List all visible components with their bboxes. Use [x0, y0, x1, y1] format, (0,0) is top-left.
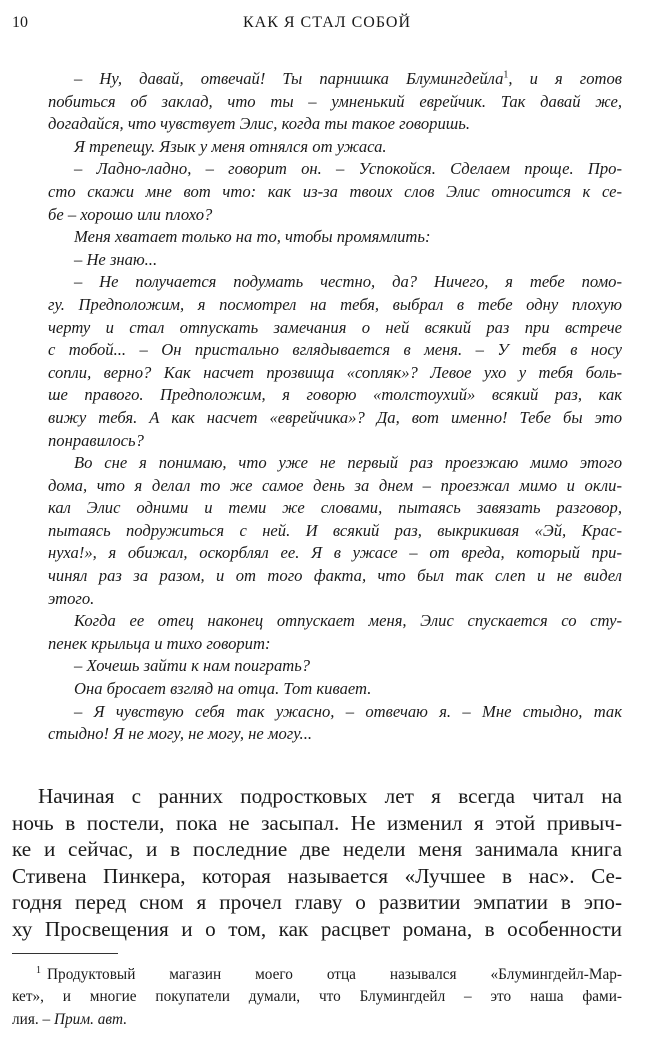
page-header: [12, 14, 642, 36]
dialogue-line: сто скажи мне вот что: как из-за твоих слов Элис относится к се-: [48, 181, 622, 201]
dialogue-line: – Я чувствую себя так ужасно, – отвечаю я. – Мне стыдно, так: [74, 701, 622, 721]
dialogue-line: ше правого. Предположим, я говорю «толстоухий» всякий раз, как: [48, 385, 622, 405]
page-number: 10: [12, 14, 28, 31]
dialogue-line: догадайся, что чувствует Элис, когда ты такое говоришь.: [48, 114, 470, 134]
footnote-line: лия. – Прим. авт.: [12, 1010, 128, 1028]
footnote: [12, 964, 622, 1031]
footnote-mark: 1: [36, 964, 41, 976]
dialogue-line: вижу тебя. А как насчет «еврейчика»? Да, вот именно! Тебе бы это: [48, 407, 622, 427]
body-line: ху Просвещения и о том, как расцвет романа, в особенности: [12, 916, 622, 941]
footnote-line: кет», и многие покупатели думали, что Блумингдейл – это наша фами-: [12, 988, 622, 1006]
running-head: КАК Я СТАЛ СОБОЙ: [242, 14, 412, 31]
dialogue-line: пытаясь подружиться с ней. И всякий раз, выкрикивая «Эй, Крас-: [48, 520, 622, 540]
dialogue-line: пенек крыльца и тихо говорит:: [48, 633, 271, 653]
dream-dialogue: [48, 68, 622, 746]
dialogue-line: стыдно! Я не могу, не могу, не могу...: [48, 724, 312, 744]
body-line: ночь в постели, пока не засыпал. Не изменил я этой привыч-: [12, 810, 622, 835]
dialogue-line: понравилось?: [48, 430, 144, 450]
dialogue-line: побиться об заклад, что ты – умненький еврейчик. Так давай же,: [48, 91, 622, 111]
body-line: годня перед сном я прочел главу о развитии эмпатии в эпо-: [12, 890, 622, 915]
footnote-line: $^1$ Продуктовый магазин моего отца назывался «Блумингдейл-Мар-: [36, 964, 622, 983]
dialogue-line: – Ладно-ладно, – говорит он. – Успокойся. Сделаем проще. Про-: [74, 159, 622, 179]
dialogue-line: чинял раз за разом, и от того факта, что был так слеп и не видел: [48, 566, 622, 586]
dialogue-line: нуха!», я обижал, оскорблял ее. Я в ужасе – от вреда, который при-: [48, 543, 622, 563]
body-line: Стивена Пинкера, которая называется «Лучшее в нас». Се-: [12, 863, 622, 888]
body-line: ке и сейчас, и в последние две недели меня занимала книга: [12, 837, 622, 862]
dialogue-line: Во сне я понимаю, что уже не первый раз проезжаю мимо этого: [74, 453, 622, 473]
dialogue-line: – Не получается подумать честно, да? Ничего, я тебе помо-: [74, 272, 622, 292]
dialogue-line: этого.: [48, 588, 95, 608]
dialogue-line: черту и стал отпускать замечания о ней всякий раз при встрече: [48, 317, 622, 337]
dialogue-line: Она бросает взгляд на отца. Тот кивает.: [74, 679, 372, 699]
dialogue-line: – Ну, давай, отвечай! Ты парнишка Блумингдейла$^1$, и я готов: [74, 69, 622, 88]
dialogue-line: Меня хватает только на то, чтобы промямлить:: [74, 227, 431, 247]
dialogue-line: дома, что я делал то же самое день за днем – проезжал мимо и окли-: [48, 475, 622, 495]
dialogue-line: Я трепещу. Язык у меня отнялся от ужаса.: [74, 136, 387, 156]
body-paragraph: [12, 783, 622, 943]
dialogue-line: Когда ее отец наконец отпускает меня, Элис спускается со сту-: [74, 611, 622, 631]
dialogue-line: сопли, верно? Как насчет прозвища «сопляк»? Левое ухо у тебя боль-: [48, 362, 622, 382]
dialogue-line: – Хочешь зайти к нам поиграть?: [74, 656, 311, 676]
dialogue-line: с тобой... – Он пристально вглядывается в меня. – У тебя в носу: [48, 340, 622, 360]
footnote-rule: [12, 953, 118, 954]
dialogue-line: бе – хорошо или плохо?: [48, 204, 213, 224]
body-line: Начиная с ранних подростковых лет я всегда читал на: [38, 784, 622, 808]
footnote-reference: 1: [503, 69, 509, 81]
dialogue-line: кал Элис одними и теми же словами, пытаясь завязать разговор,: [48, 498, 622, 518]
dialogue-line: гу. Предположим, я посмотрел на тебя, выбрал в тебе одну плохую: [48, 294, 622, 314]
dialogue-line: – Не знаю...: [74, 249, 158, 269]
